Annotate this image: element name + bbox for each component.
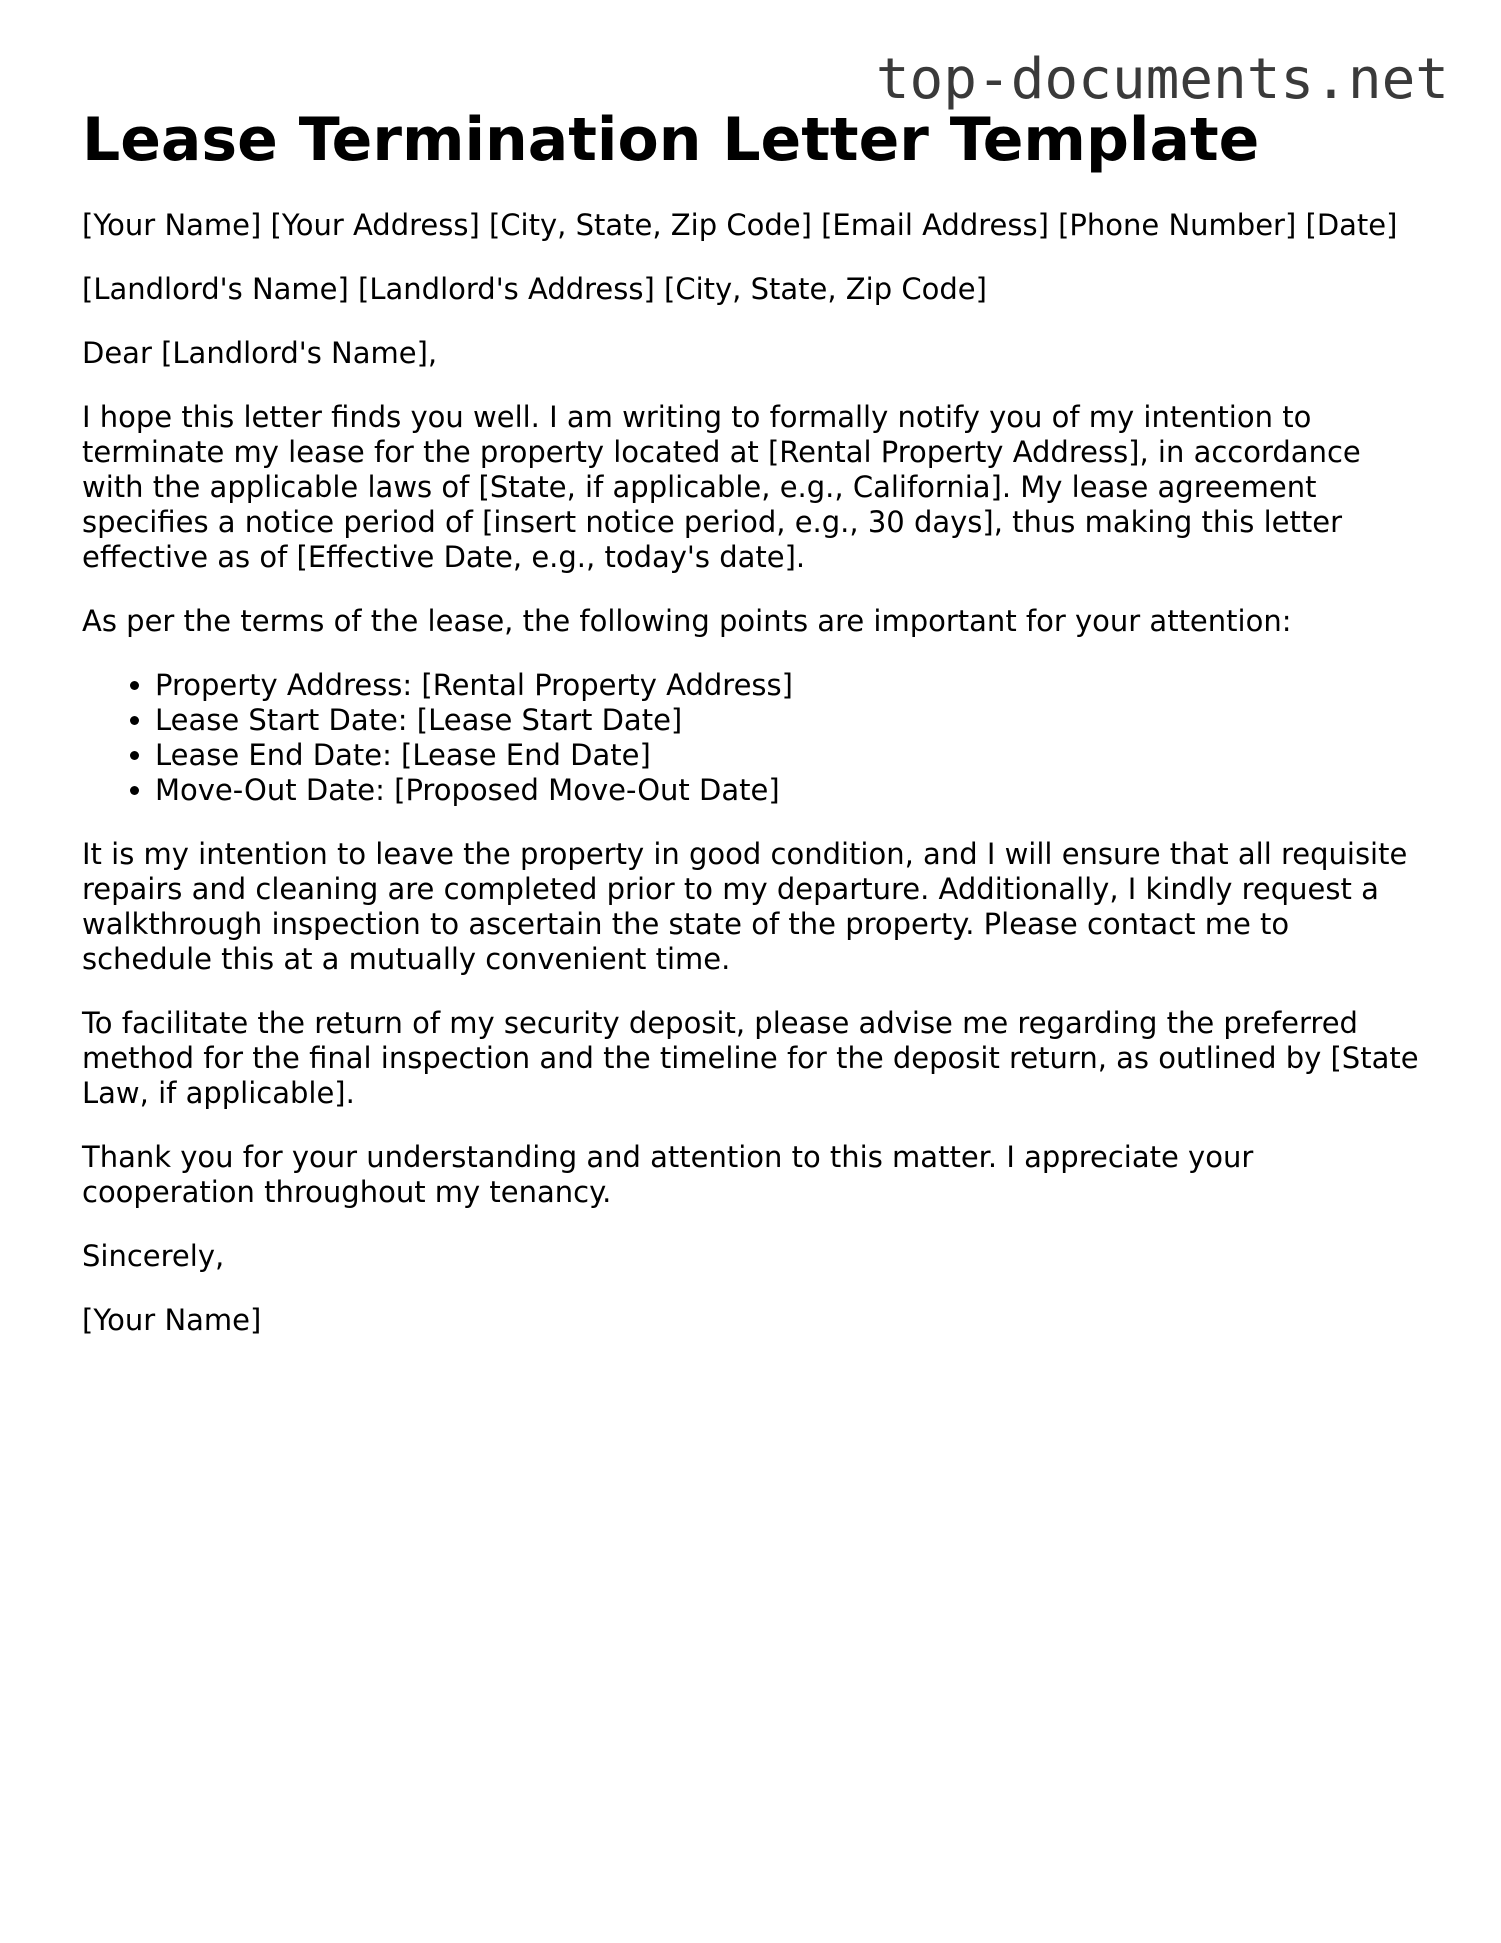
letter-document [82, 100, 1422, 1367]
sender-block: [Your Name] [Your Address] [City, State, Zip Code] [Email Address] [Phone Number] [Date] [82, 208, 1398, 242]
closing: Sincerely, [82, 1239, 225, 1273]
list-item-lease-start-date: • Lease Start Date: [Lease Start Date] [155, 703, 1422, 738]
salutation: Dear [Landlord's Name], [82, 336, 438, 370]
points-intro-paragraph: As per the terms of the lease, the following points are important for your attention: [82, 604, 1292, 638]
page-title: Lease Termination Letter Template [82, 105, 1260, 175]
list-item-lease-end-date: • Lease End Date: [Lease End Date] [155, 738, 1422, 773]
lease-details-list [82, 668, 1422, 808]
thanks-paragraph: Thank you for your understanding and attention to this matter. I appreciate your cooperation throughout my tenancy. [82, 1140, 1254, 1209]
deposit-paragraph: To facilitate the return of my security deposit, please advise me regarding the preferred method for the final inspection and the timeline for the deposit return, as outlined by [State Law, if applicable]. [82, 1006, 1419, 1110]
list-item-move-out-date: • Move-Out Date: [Proposed Move-Out Date] [155, 773, 1422, 808]
site-watermark: top-documents.net [875, 47, 1449, 112]
recipient-block: [Landlord's Name] [Landlord's Address] [City, State, Zip Code] [82, 272, 987, 306]
intro-paragraph: I hope this letter finds you well. I am writing to formally notify you of my intention to terminate my lease for the property located at [Rental Property Address], in accordance with the applicable laws of [State, if applicable, e.g., California]. My lease agreement specifies a notice period of [insert notice period, e.g., 30 days], thus making this letter effective as of [Effective Date, e.g., today's date]. [82, 400, 1361, 574]
signature: [Your Name] [82, 1303, 262, 1337]
list-item-property-address: • Property Address: [Rental Property Address] [155, 668, 1422, 703]
condition-paragraph: It is my intention to leave the property in good condition, and I will ensure that all requisite repairs and cleaning are completed prior to my departure. Additionally, I kindly request a walkthrough inspection to ascertain the state of the property. Please contact me to schedule this at a mutually convenient time. [82, 837, 1408, 976]
